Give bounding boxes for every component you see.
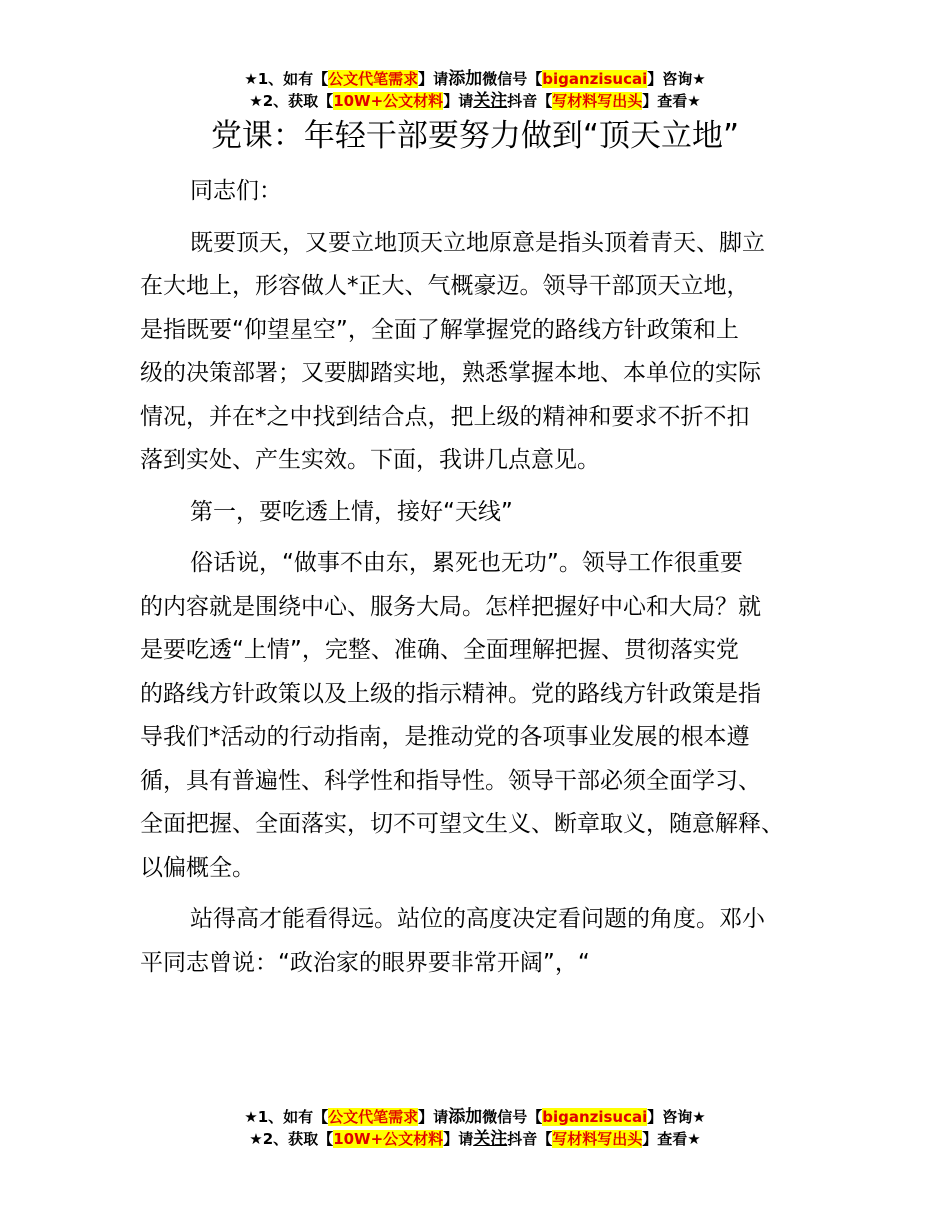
promo-emphasis: 关注 <box>473 1129 508 1149</box>
paragraph-salutation <box>140 170 830 214</box>
text-line: 站得高才能看得远。站位的高度决定看问题的角度。邓小 <box>190 906 765 932</box>
promo-line-2 <box>0 1128 950 1150</box>
text-line: 的内容就是围绕中心、服务大局。怎样把握好中心和大局？就 <box>140 593 761 620</box>
promo-text: 】请 <box>418 1108 449 1126</box>
promo-text: 抖音【 <box>507 1130 553 1148</box>
promo-highlight: 10W+公文材料 <box>333 92 444 110</box>
text-line: 在大地上，形容做人*正大、气概豪迈。领导干部顶天立地， <box>140 273 750 299</box>
text-line: 全面把握、全面落实，切不可望文生义、断章取义，随意解释、 <box>140 811 784 837</box>
paragraph-intro <box>140 222 830 483</box>
text-line: 是指既要“仰望星空”，全面了解掌握党的路线方针政策和上 <box>140 316 739 343</box>
promo-text: ★2、获取【 <box>249 1130 334 1148</box>
text-line: 是要吃透“上情”，完整、准确、全面理解把握、贯彻落实党 <box>140 637 739 663</box>
promo-line-1 <box>0 68 950 90</box>
douyin-account: 写材料写出头 <box>552 1130 643 1148</box>
promo-highlight: 10W+公文材料 <box>333 1130 444 1148</box>
promo-highlight: 公文代笔需求 <box>328 1108 419 1126</box>
promo-text: 】查看★ <box>642 1130 701 1148</box>
paragraph-heading-1 <box>140 491 830 535</box>
promo-banner-bottom <box>0 1106 950 1150</box>
promo-emphasis: 添加 <box>448 1107 483 1127</box>
paragraph-section-1 <box>140 542 830 890</box>
promo-text: 】咨询★ <box>647 70 706 88</box>
promo-text: 】请 <box>443 1130 474 1148</box>
promo-highlight: 公文代笔需求 <box>328 70 419 88</box>
text-line: 情况，并在*之中找到结合点，把上级的精神和要求不折不扣 <box>140 403 750 430</box>
promo-text: 】查看★ <box>642 92 701 110</box>
promo-emphasis: 添加 <box>448 69 483 89</box>
wechat-id: biganzisucai <box>542 1108 648 1126</box>
promo-text: ★1、如有【 <box>244 70 329 88</box>
text-line: 循，具有普遍性、科学性和指导性。领导干部必须全面学习、 <box>140 767 761 794</box>
douyin-account: 写材料写出头 <box>552 92 643 110</box>
promo-line-1 <box>0 1106 950 1128</box>
text-line: 的路线方针政策以及上级的指示精神。党的路线方针政策是指 <box>140 680 761 707</box>
promo-text: 抖音【 <box>507 92 553 110</box>
document-title: 党课：年轻干部要努力做到“顶天立地” <box>210 118 740 154</box>
promo-text: ★1、如有【 <box>244 1108 329 1126</box>
promo-emphasis: 关注 <box>473 91 508 111</box>
text-line: 既要顶天，又要立地顶天立地原意是指头顶着青天、脚立 <box>190 229 765 256</box>
text-line: 平同志曾说：“政治家的眼界要非常开阔”，“ <box>140 949 590 976</box>
text-line: 同志们： <box>190 178 282 204</box>
wechat-id: biganzisucai <box>542 70 648 88</box>
promo-line-2 <box>0 90 950 112</box>
text-line: 导我们*活动的行动指南，是推动党的各项事业发展的根本遵 <box>140 724 750 750</box>
promo-text: 】咨询★ <box>647 1108 706 1126</box>
promo-text: 微信号【 <box>482 1108 543 1126</box>
document-body <box>140 170 830 985</box>
promo-banner-top <box>0 68 950 112</box>
text-line: 级的决策部署；又要脚踏实地，熟悉掌握本地、本单位的实际 <box>140 360 761 386</box>
promo-text: 】请 <box>418 70 449 88</box>
section-heading: 第一，要吃透上情，接好“天线” <box>190 498 513 525</box>
promo-text: ★2、获取【 <box>249 92 334 110</box>
promo-text: 微信号【 <box>482 70 543 88</box>
text-line: 以偏概全。 <box>140 854 255 881</box>
promo-text: 】请 <box>443 92 474 110</box>
text-line: 俗话说，“做事不由东，累死也无功”。领导工作很重要 <box>190 550 743 576</box>
paragraph-section-2 <box>140 898 830 985</box>
text-line: 落到实处、产生实效。下面，我讲几点意见。 <box>140 447 600 473</box>
